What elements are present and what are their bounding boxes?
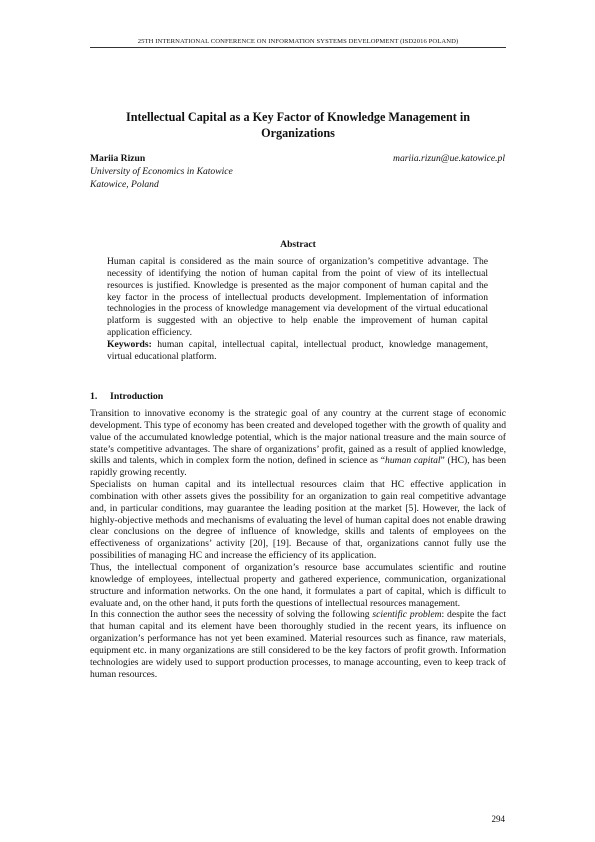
author-affiliation: University of Economics in Katowice xyxy=(90,166,233,177)
keywords-text: human capital, intellectual capital, intellectual product, knowledge management, virtual educational platform. xyxy=(107,338,488,362)
running-header: 25TH INTERNATIONAL CONFERENCE ON INFORMATION SYSTEMS DEVELOPMENT (ISD2016 POLAND) xyxy=(137,38,459,45)
author-location: Katowice, Poland xyxy=(90,179,159,190)
keywords-label: Keywords: xyxy=(107,338,152,350)
paragraph-4-text-a: In this connection the author sees the necessity of solving the following xyxy=(90,609,373,621)
author-email[interactable]: mariia.rizun@ue.katowice.pl xyxy=(393,153,505,164)
paragraph-4-text-b: : despite the fact that human capital and its element have been thoroughly studied in the recent years, its influence on organization’s performance has not yet been examined. Material resources such as finance, raw materials, equipment etc. in many organizations are still considered to be the key factors of profit growth. Information technologies are widely used to support production processes, to manage accounting, even to keep track of human resources. xyxy=(90,609,506,680)
paragraph-1-text-a: Transition to innovative economy is the strategic goal of any country at the current stage of economic development. This type of economy has been created and developed together with the growth of quality and value of the accumulated knowledge potential, which is the major national treasure and the main source of state’s competitive advantages. The share of organizations’ profit, gained as a result of applied knowledge, skills and talents, which in complex form the notion, defined in science as “ xyxy=(90,408,506,467)
abstract-text: Human capital is considered as the main source of organization’s competitive advantage. The necessity of identifying the notion of human capital from the point of view of its intellectual resources is justified. Knowledge is presented as the major component of human capital and the key factor in the process of intellectual products development. Implementation of information technologies in the process of knowledge management via development of the virtual educational platform is suggested with an objective to help enable the improvement of human capital application efficiency. xyxy=(107,256,488,339)
page-number: 294 xyxy=(491,814,505,824)
section-title: Introduction xyxy=(110,391,164,402)
section-heading-introduction xyxy=(90,391,163,402)
section-body xyxy=(90,408,506,680)
paragraph-1-text-b: ” (HC), has been rapidly growing recently. xyxy=(90,455,507,479)
abstract-block xyxy=(107,256,488,363)
paragraph-3: Thus, the intellectual component of organization’s resource base accumulates scientific and routine knowledge of employees, intellectual property and gathered experience, communication, organizational structure and information networks. On the one hand, it formulates a part of capital, which is difficult to evaluate and, on the other hand, it puts forth the questions of intellectual resources management. xyxy=(90,561,506,609)
paragraph-1 xyxy=(90,408,506,479)
header-rule xyxy=(90,47,506,48)
keywords-line xyxy=(107,339,488,363)
paragraph-4 xyxy=(90,609,506,680)
abstract-heading: Abstract xyxy=(280,239,316,250)
paragraph-1-emphasis: human capital xyxy=(385,455,441,467)
paragraph-2: Specialists on human capital and its intellectual resources claim that HC effective application in combination with other assets gives the possibility for an organization to gain real competitive advantage and, in particular conditions, may guarantee the leading position at the market [5]. However, the lack of highly-objective methods and mechanisms of evaluating the level of human capital does not enable drawing clear conclusions on the degree of influence of knowledge, skills and talents of employees on the effectiveness of organizations’ activity [20], [19]. Because of that, organizations cannot fully use the possibilities of managing HC and increase the efficiency of its application. xyxy=(90,479,506,562)
paragraph-4-emphasis: scientific problem xyxy=(372,609,442,621)
author-name: Mariia Rizun xyxy=(90,153,146,164)
section-number: 1. xyxy=(90,391,98,402)
paper-title: Intellectual Capital as a Key Factor of Knowledge Management in Organizations xyxy=(125,110,471,140)
